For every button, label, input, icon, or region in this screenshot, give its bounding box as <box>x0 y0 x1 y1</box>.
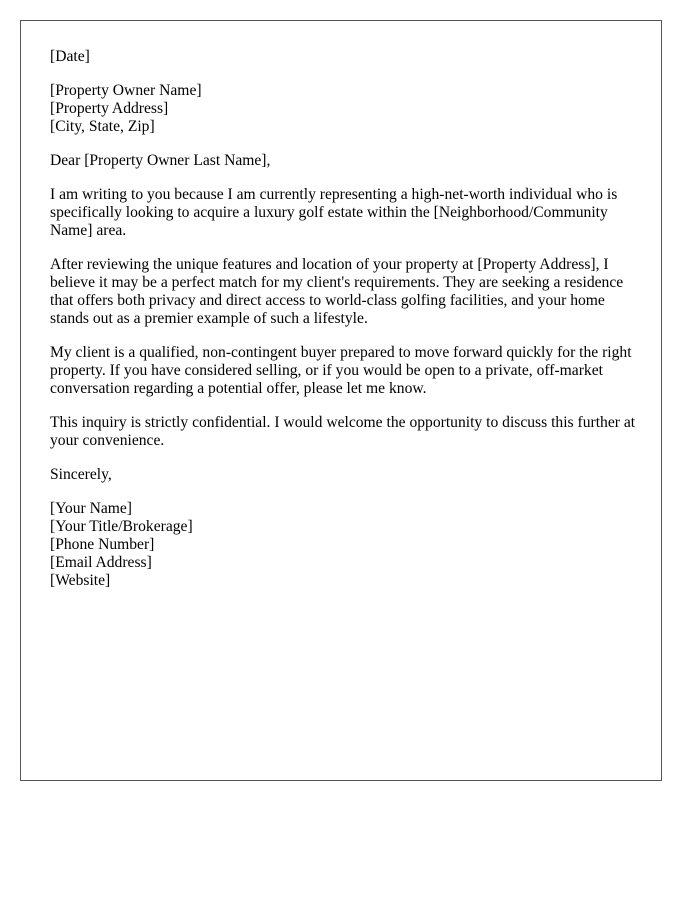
closing: Sincerely, <box>50 466 112 483</box>
signature-title-brokerage: [Your Title/Brokerage] <box>50 518 193 535</box>
signature-email: [Email Address] <box>50 554 152 571</box>
signature-website: [Website] <box>50 572 111 589</box>
signature-block <box>50 500 640 590</box>
salutation: Dear [Property Owner Last Name], <box>50 152 271 169</box>
recipient-address-block <box>50 82 640 136</box>
recipient-name: [Property Owner Name] <box>50 82 202 99</box>
letter-date: [Date] <box>50 48 90 65</box>
recipient-address: [Property Address] <box>50 100 169 117</box>
paragraph-buyer: My client is a qualified, non-contingent buyer prepared to move forward quickly for the right property. If you have considered selling, or if you would be open to a private, off-market conversation regarding a potential offer, please let me know. <box>50 344 632 397</box>
paragraph-property: After reviewing the unique features and location of your property at [Property Address], I believe it may be a perfect match for my client's requirements. They are seeking a residence that offers both privacy and direct access to world-class golfing facilities, and your home stands out as a premier example of such a lifestyle. <box>50 256 624 327</box>
letter-body <box>50 48 640 606</box>
paragraph-intro: I am writing to you because I am currently representing a high-net-worth individual who is specifically looking to acquire a luxury golf estate within the [Neighborhood/Community Name] area. <box>50 186 618 239</box>
signature-phone: [Phone Number] <box>50 536 155 553</box>
salutation-block <box>50 152 640 170</box>
recipient-city-state-zip: [City, State, Zip] <box>50 118 155 135</box>
letter-page <box>20 20 662 781</box>
paragraph-confidential: This inquiry is strictly confidential. I would welcome the opportunity to discuss this further at your convenience. <box>50 414 636 449</box>
closing-block <box>50 466 640 484</box>
signature-name: [Your Name] <box>50 500 133 517</box>
date-block <box>50 48 640 66</box>
